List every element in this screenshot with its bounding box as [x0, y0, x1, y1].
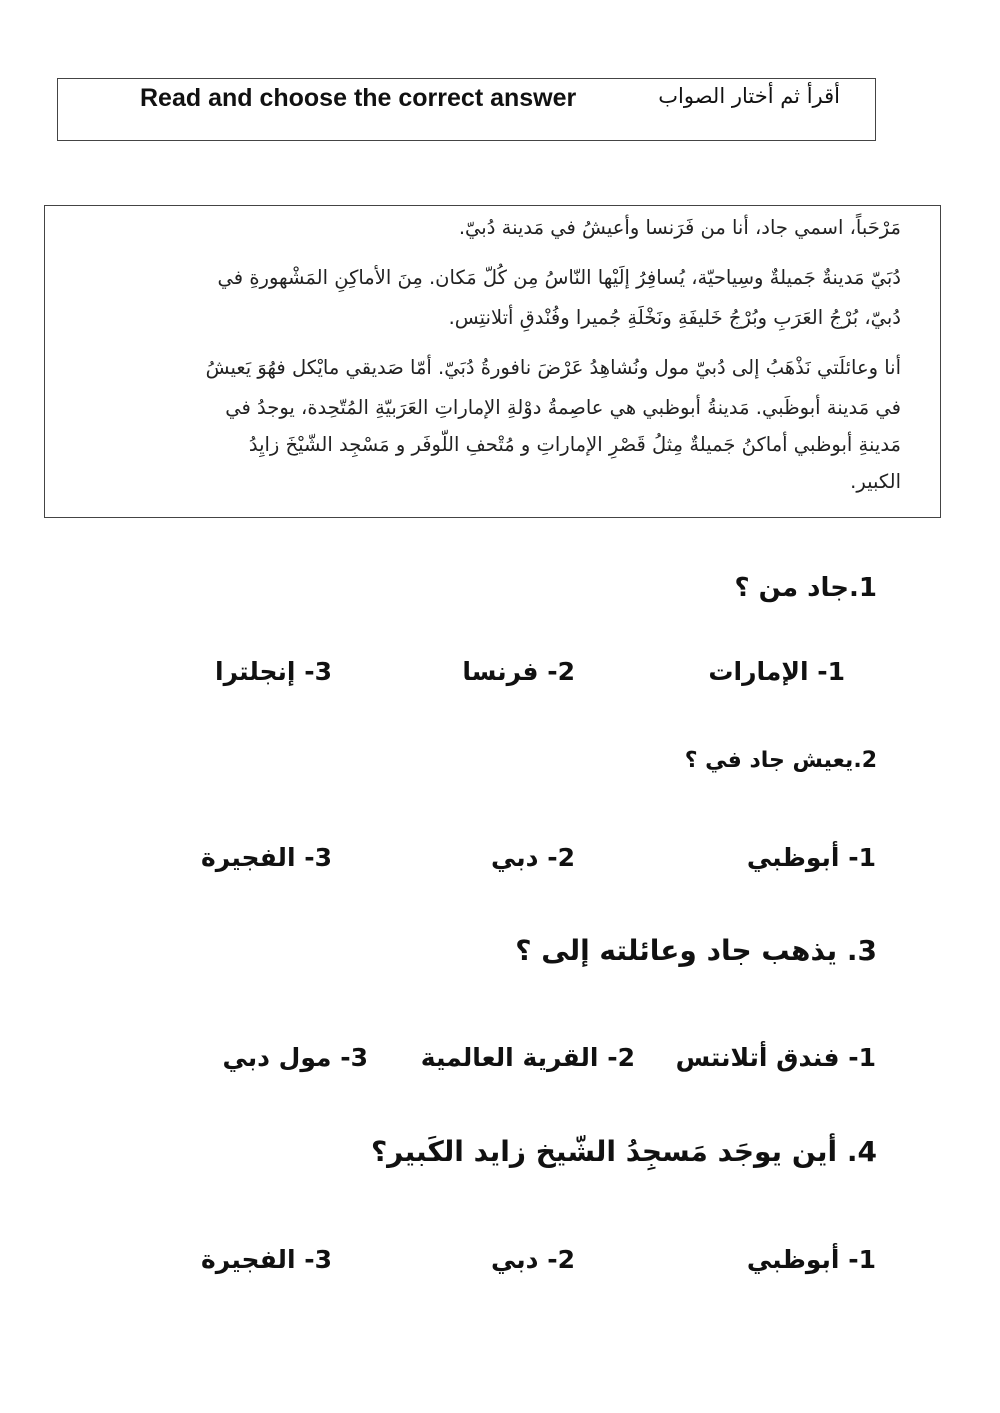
q3-option-2[interactable]: 2- القرية العالمية: [420, 1043, 635, 1072]
passage-line-2: دُبَيّ مَدينةٌ جَميلةٌ وسِياحيّة، يُسافِرُ إلَيْها النّاسُ مِن كُلّ مَكان. مِنَ الأماكِنِ المَشْهورةِ في: [217, 266, 901, 289]
q4-option-2[interactable]: 2- دبي: [491, 1245, 575, 1274]
question-3: 3. يذهب جاد وعائلته إلى ؟: [515, 934, 877, 967]
q1-option-3[interactable]: 3- إنجلترا: [215, 657, 332, 686]
question-1: 1.جاد من ؟: [734, 573, 877, 603]
header-title-english: Read and choose the correct answer: [140, 84, 577, 112]
q1-option-2[interactable]: 2- فرنسا: [462, 657, 575, 686]
passage-line-4: أنا وعائلَتي نَذْهَبُ إلى دُبيّ مول ونُشاهِدُ عَرْضَ نافورةُ دُبَيّ. أمّا صَديقي مايْكل فهُوَ يَعيشُ: [205, 356, 901, 379]
passage-line-6: مَدينةِ أبوظبي أماكنُ جَميلةٌ مِثلُ قَصْرِ الإماراتِ و مُتْحفِ اللّوفَر و مَسْجِد الشّيْخَ زايِدُ: [248, 433, 901, 456]
q2-option-1[interactable]: 1- أبوظبي: [746, 843, 876, 872]
passage-line-5: في مَدينة أبوظَبي. مَدينةُ أبوظبي هي عاصِمةُ دوْلةِ الإماراتِ العَرَبيّةِ المُتّحِدة، يوجدُ في: [225, 396, 901, 419]
passage-line-1: مَرْحَباً، اسمي جاد، أنا من فَرَنسا وأعيشُ في مَدينة دُبيّ.: [458, 216, 901, 239]
question-4: 4. أين يوجَد مَسجِدُ الشّيخ زايد الكَبير؟: [370, 1135, 877, 1168]
q3-option-3[interactable]: 3- مول دبي: [222, 1043, 368, 1072]
question-2: 2.يعيش جاد في ؟: [684, 748, 877, 773]
header-title-arabic: أقرأ ثم أختار الصواب: [658, 84, 840, 108]
passage-line-7: الكبير.: [850, 470, 901, 493]
q2-option-3[interactable]: 3- الفجيرة: [201, 843, 332, 872]
q4-option-3[interactable]: 3- الفجيرة: [201, 1245, 332, 1274]
q2-option-2[interactable]: 2- دبي: [491, 843, 575, 872]
q1-option-1[interactable]: 1- الإمارات: [708, 657, 845, 686]
passage-line-3: دُبيّ، بُرْجُ العَرَبِ وبُرْجُ خَليفَةِ ونَخْلَةِ جُميرا وفُنْدقِ أتلانتِس.: [448, 306, 901, 329]
q4-option-1[interactable]: 1- أبوظبي: [746, 1245, 876, 1274]
q3-option-1[interactable]: 1- فندق أتلانتس: [675, 1043, 876, 1072]
